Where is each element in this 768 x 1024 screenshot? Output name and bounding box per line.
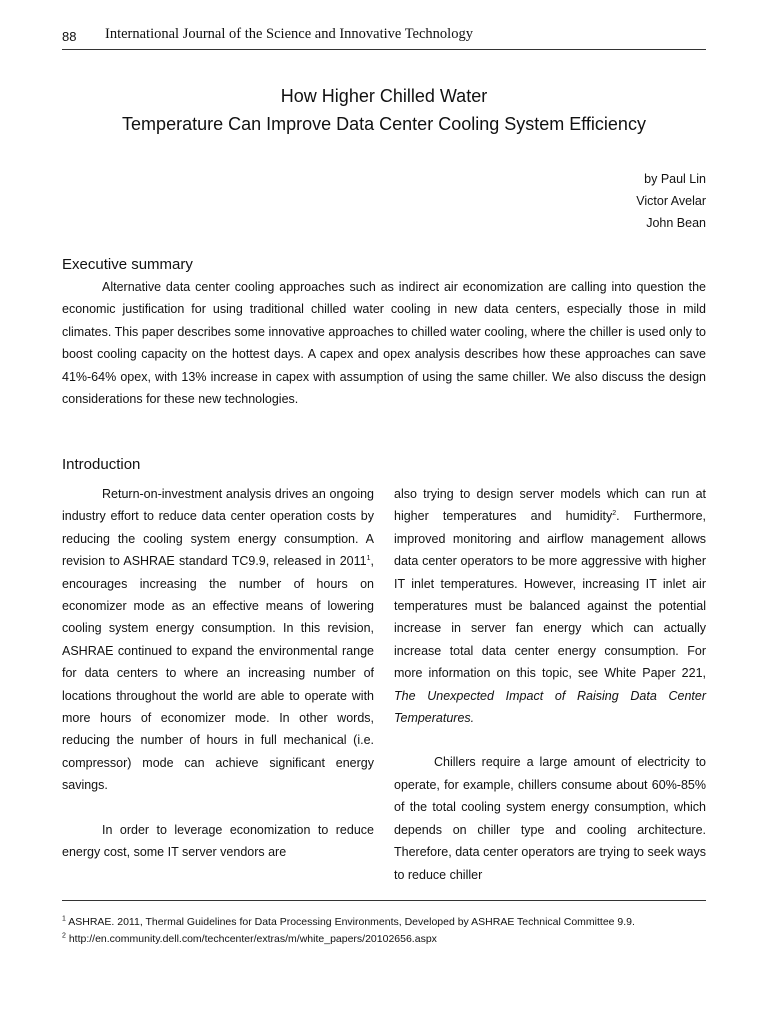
footnote-1-text: ASHRAE. 2011, Thermal Guidelines for Data Processing Environments, Developed by ASHRAE Technical Committee 9.9. <box>65 916 635 928</box>
footnotes <box>62 914 722 948</box>
paragraph-gap <box>394 729 706 751</box>
intro-paragraph-4: Chillers require a large amount of electricity to operate, for example, chillers consume about 60%-85% of the total cooling system energy consumption, which depends on chiller type and cooling architecture. Therefore, data center operators are trying to seek ways to reduce chiller <box>394 755 706 882</box>
journal-title: International Journal of the Science and Innovative Technology <box>105 26 473 42</box>
paragraph-gap <box>62 797 374 819</box>
page-number: 88 <box>62 29 77 44</box>
white-paper-title: The Unexpected Impact of Raising Data Center Temperatures. <box>394 688 706 726</box>
left-column <box>62 483 374 864</box>
intro-paragraph-3-part-b: . Furthermore, improved monitoring and airflow management allows data center operators to be more aggressive with higher IT inlet temperatures. However, increasing IT inlet air temperatures must be balanced against the potential increase in server fan energy which can actually increase total data center energy consumption. For more information on this topic, see White Paper 221, <box>394 509 706 681</box>
intro-paragraph-1-part-a: Return-on-investment analysis drives an ongoing industry effort to reduce data center operation costs by reducing the cooling system energy consumption. A revision to ASHRAE standard TC9.9, released in 2011 <box>62 487 374 569</box>
paper-title-line-1: How Higher Chilled Water <box>280 86 488 106</box>
executive-summary-text: Alternative data center cooling approaches such as indirect air economization are calling into question the economic justification for using traditional chilled water cooling in new data centers, especially those in mild climates. This paper describes some innovative approaches to chilled water cooling, where the chiller is used only to boost cooling capacity on the hottest days. A capex and opex analysis describes how these approaches can save 41%-64% opex, with 13% increase in capex with assumption of using the same chiller. We also discuss the design considerations for these new technologies. <box>62 280 706 407</box>
author-3: John Bean <box>646 216 706 230</box>
footnote-1-mark: 1 <box>62 915 66 923</box>
footnote-2-link[interactable]: http://en.community.dell.com/techcenter/extras/m/white_papers/20102656.aspx <box>65 933 437 945</box>
author-list <box>636 168 706 234</box>
footnote-1 <box>62 914 722 931</box>
intro-paragraph-2: In order to leverage economization to reduce energy cost, some IT server vendors are <box>62 822 374 860</box>
intro-paragraph-3-part-a: also trying to design server models which can run at higher temperatures and humidity <box>394 487 706 524</box>
footnote-2 <box>62 931 722 948</box>
intro-paragraph-1-part-b: , encourages increasing the number of hours on economizer mode as an effective means of lowering cooling system energy consumption. In this revision, ASHRAE continued to expand the environmental range for data centers to where an increasing number of locations throughout the world are able to operate with more hours of economizer mode. In other words, reducing the number of hours in full mechanical (i.e. compressor) mode can achieve significant energy savings. <box>62 554 374 793</box>
footnote-ref-1: 1 <box>366 555 371 563</box>
right-column <box>394 483 706 886</box>
footnote-ref-2: 2 <box>612 510 617 518</box>
intro-paragraph-1 <box>62 483 374 797</box>
author-2: Victor Avelar <box>636 194 706 208</box>
footnote-divider <box>62 900 706 901</box>
intro-paragraph-3 <box>394 483 706 729</box>
author-1: by Paul Lin <box>644 172 706 186</box>
introduction-heading: Introduction <box>62 456 141 473</box>
footnote-2-mark: 2 <box>62 932 66 940</box>
running-header <box>62 25 706 50</box>
paper-title-line-2: Temperature Can Improve Data Center Cooling System Efficiency <box>122 114 646 134</box>
executive-summary-heading: Executive summary <box>62 256 193 273</box>
